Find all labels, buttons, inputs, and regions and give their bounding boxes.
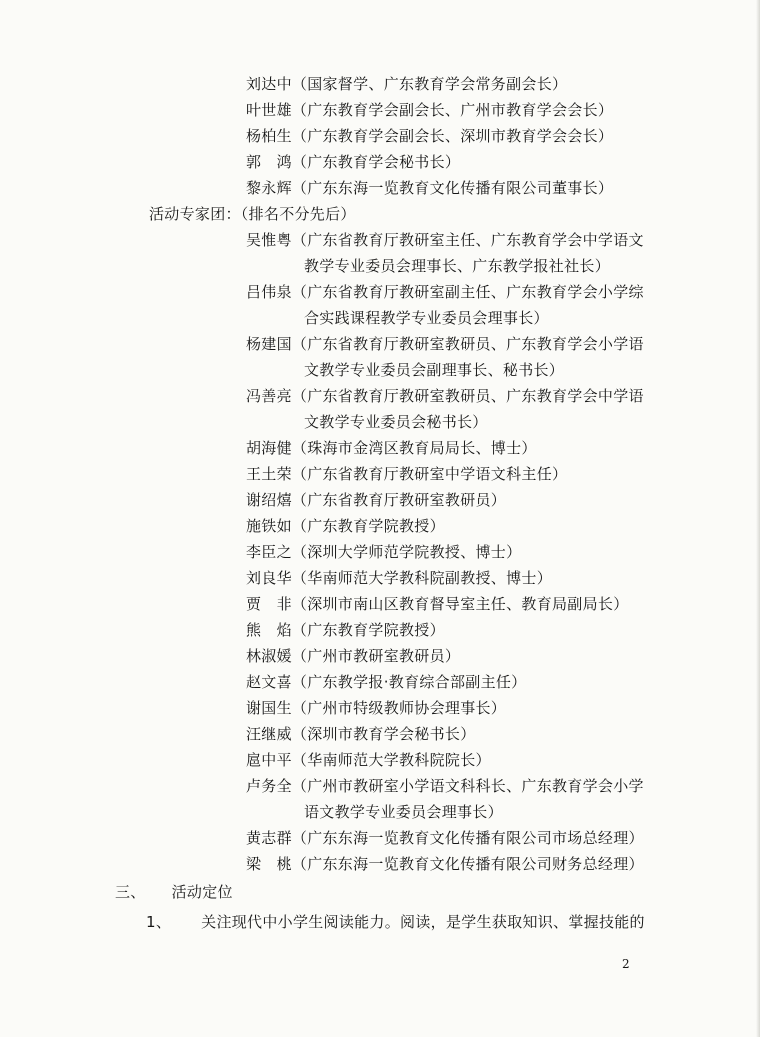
item-number: 1、	[146, 913, 172, 931]
person-name: 胡海健	[246, 439, 292, 457]
person-name: 汪继威	[246, 725, 292, 743]
person-role: （深圳市南山区教育督导室主任、教育局副局长）	[291, 595, 629, 613]
person-role: （珠海市金湾区教育局局长、博士）	[291, 439, 537, 457]
person-role: （广东东海一览教育文化传播有限公司财务总经理）	[291, 855, 644, 873]
expert-line	[246, 282, 644, 302]
leader-line	[246, 126, 613, 146]
person-role: （广东教育学会副会长、深圳市教育学会会长）	[291, 127, 614, 145]
expert-line	[246, 334, 644, 354]
person-role: （广东教育学会副会长、广州市教育学会会长）	[291, 101, 614, 119]
person-role: （华南师范大学教科院院长）	[291, 751, 491, 769]
person-name: 吴惟粤	[246, 231, 292, 249]
person-name: 刘良华	[246, 569, 292, 587]
person-role: （广州市特级教师协会理事长）	[291, 699, 507, 717]
section-heading	[115, 882, 233, 902]
person-name: 谢国生	[246, 699, 292, 717]
leader-line	[246, 178, 613, 198]
person-name: 赵文喜	[246, 673, 292, 691]
person-role: （广东教学报·教育综合部副主任）	[291, 673, 527, 691]
leader-line	[246, 100, 613, 120]
person-name: 林淑媛	[246, 647, 292, 665]
expert-role-continuation: 文教学专业委员会秘书长）	[304, 413, 488, 431]
person-role: （广东教育学院教授）	[291, 621, 445, 639]
person-name: 贾 非	[246, 595, 292, 613]
paragraph-item	[146, 912, 645, 932]
person-role: （广东教育学会秘书长）	[291, 153, 461, 171]
person-role: （广东省教育厅教研室教研员、广东教育学会小学语	[291, 335, 644, 353]
person-name: 卢务全	[246, 777, 292, 795]
person-role: （深圳市教育学会秘书长）	[291, 725, 476, 743]
person-name: 郭 鸿	[246, 153, 292, 171]
expert-line	[246, 776, 644, 796]
person-name: 叶世雄	[246, 101, 292, 119]
person-name: 杨柏生	[246, 127, 292, 145]
person-name: 扈中平	[246, 751, 292, 769]
person-name: 杨建国	[246, 335, 292, 353]
person-name: 吕伟泉	[246, 283, 292, 301]
expert-line	[246, 464, 567, 484]
expert-line	[246, 724, 476, 744]
person-name: 熊 焰	[246, 621, 292, 639]
expert-line	[246, 672, 526, 692]
person-name: 王土荣	[246, 465, 292, 483]
person-role: （国家督学、广东教育学会常务副会长）	[291, 75, 568, 93]
expert-line	[246, 594, 629, 614]
page-number: 2	[622, 957, 630, 971]
expert-role-continuation: 语文教学专业委员会理事长）	[304, 803, 503, 821]
person-role: （广州市教研室教研员）	[291, 647, 461, 665]
section-number: 三、	[115, 883, 146, 901]
expert-line	[246, 568, 552, 588]
expert-line	[246, 646, 460, 666]
person-name: 黎永辉	[246, 179, 292, 197]
expert-line	[246, 750, 491, 770]
person-role: （广东省教育厅教研室教研员、广东教育学会中学语	[291, 387, 644, 405]
expert-line	[246, 490, 506, 510]
person-role: （广东东海一览教育文化传播有限公司市场总经理）	[291, 829, 644, 847]
expert-role-continuation: 文教学专业委员会副理事长、秘书长）	[304, 361, 565, 379]
expert-line	[246, 828, 644, 848]
person-name: 李臣之	[246, 543, 292, 561]
person-role: （广东省教育厅教研室中学语文科主任）	[291, 465, 568, 483]
expert-line	[246, 698, 506, 718]
expert-heading: 活动专家团：（排名不分先后）	[149, 205, 356, 223]
person-name: 黄志群	[246, 829, 292, 847]
person-name: 谢绍熺	[246, 491, 292, 509]
person-name: 梁 桃	[246, 855, 292, 873]
expert-role-continuation: 教学专业委员会理事长、广东教学报社社长）	[304, 257, 611, 275]
person-role: （广东教育学院教授）	[291, 517, 445, 535]
expert-line	[246, 438, 537, 458]
expert-line	[246, 386, 644, 406]
person-role: （广东东海一览教育文化传播有限公司董事长）	[291, 179, 614, 197]
expert-line	[246, 542, 521, 562]
section-title: 活动定位	[171, 883, 233, 901]
expert-line	[246, 230, 644, 250]
person-role: （华南师范大学教科院副教授、博士）	[291, 569, 553, 587]
person-name: 刘达中	[246, 75, 292, 93]
expert-role-continuation: 合实践课程教学专业委员会理事长）	[304, 309, 549, 327]
leader-line	[246, 152, 460, 172]
person-role: （广州市教研室小学语文科科长、广东教育学会小学	[291, 777, 644, 795]
person-name: 冯善亮	[246, 387, 292, 405]
item-text: 关注现代中小学生阅读能力。阅读，是学生获取知识、掌握技能的	[201, 913, 645, 931]
person-role: （广东省教育厅教研室教研员）	[291, 491, 507, 509]
expert-line	[246, 854, 644, 874]
person-role: （广东省教育厅教研室主任、广东教育学会中学语文	[291, 231, 644, 249]
person-role: （深圳大学师范学院教授、博士）	[291, 543, 522, 561]
expert-line	[246, 516, 445, 536]
expert-line	[246, 620, 445, 640]
leader-line	[246, 74, 567, 94]
person-name: 施铁如	[246, 517, 292, 535]
page-edge-shadow	[756, 0, 760, 1037]
person-role: （广东省教育厅教研室副主任、广东教育学会小学综	[291, 283, 644, 301]
